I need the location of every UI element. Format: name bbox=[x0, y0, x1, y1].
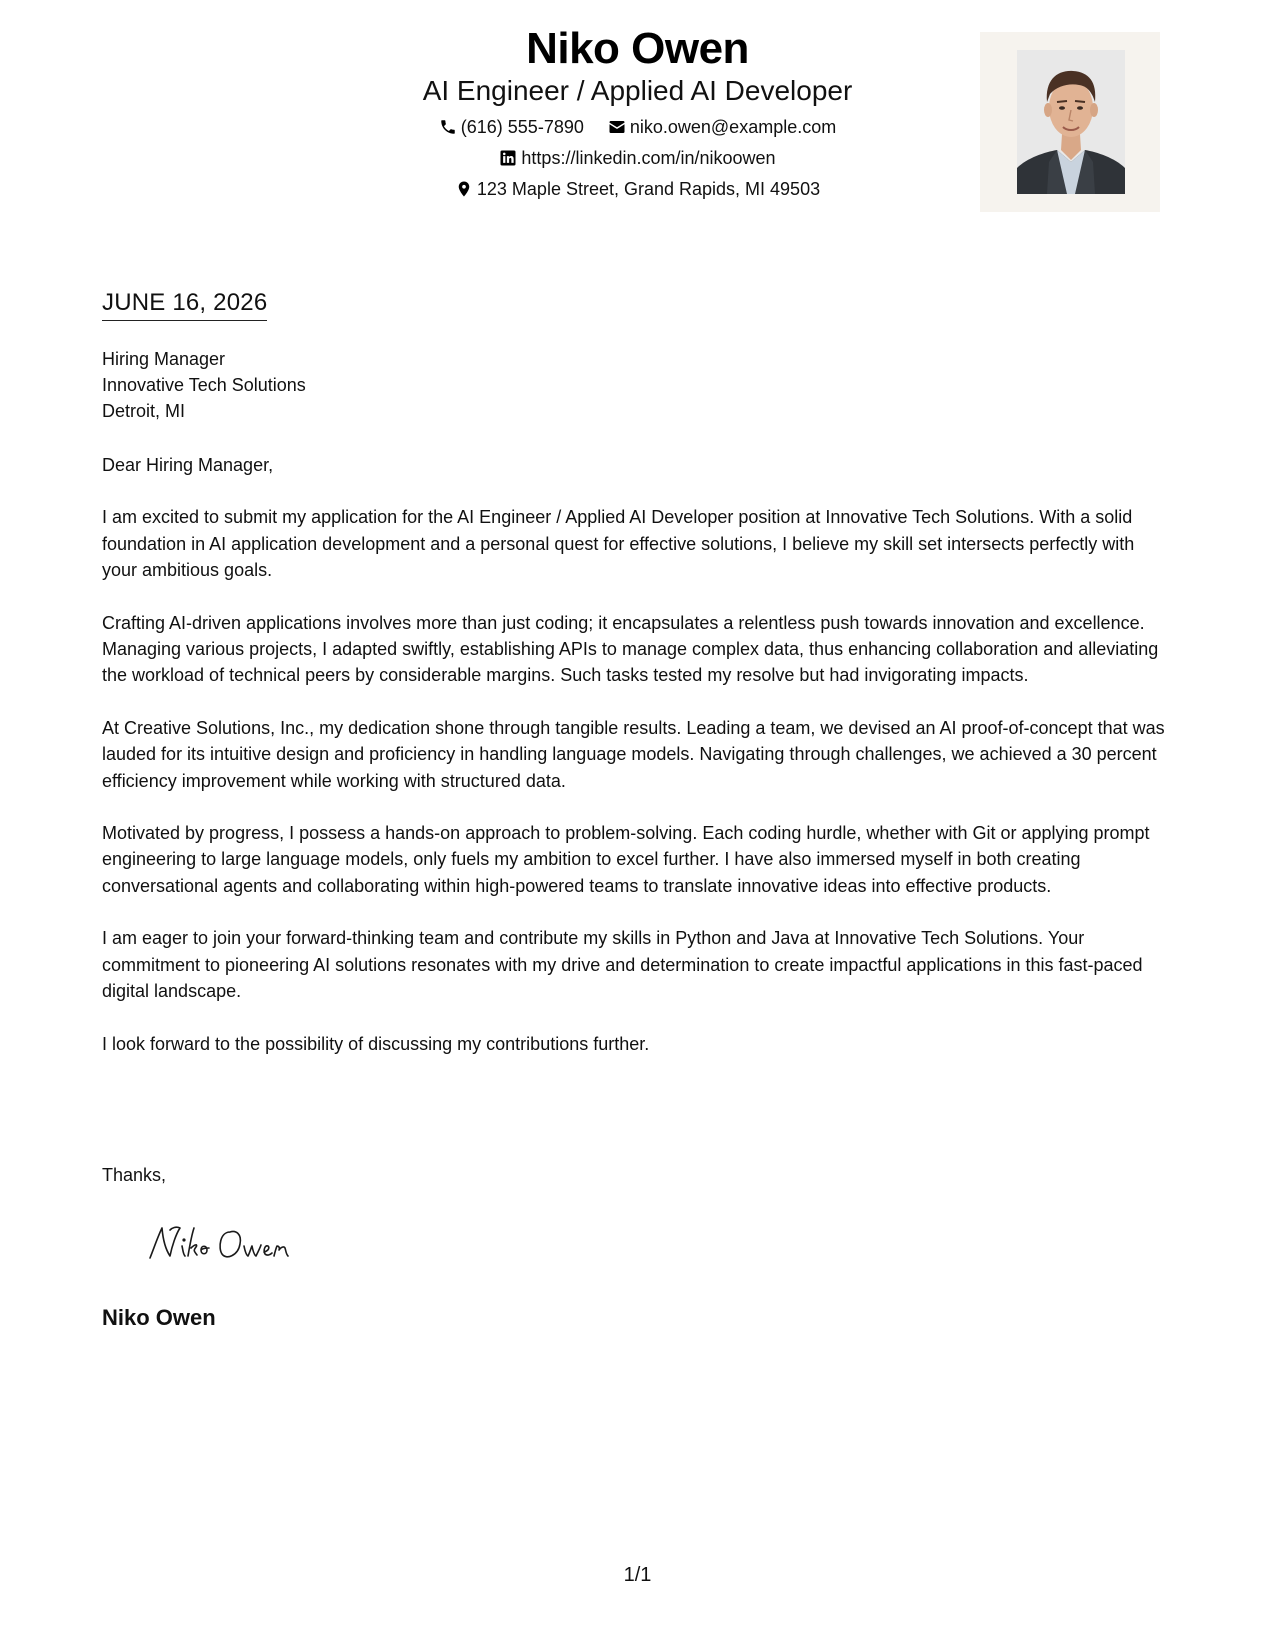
address-contact bbox=[455, 177, 820, 201]
recipient-company: Innovative Tech Solutions bbox=[102, 375, 306, 395]
recipient-name: Hiring Manager bbox=[102, 349, 226, 369]
body-paragraph-2: Crafting AI-driven applications involves more than just coding; it encapsulates a relentless push towards innovation and excellence. Managing various projects, I adapted swiftly, establishing APIs to manage complex data, thus enhancing collaboration and alleviating the workload of technical peers by considerable margins. Such tasks tested my resolve but had invigorating impacts. bbox=[102, 612, 1159, 686]
email-address[interactable]: niko.owen@example.com bbox=[629, 117, 837, 137]
street-address: 123 Maple Street, Grand Rapids, MI 49503 bbox=[476, 179, 821, 199]
letter-date: JUNE 16, 2026 bbox=[102, 288, 267, 321]
page-number: 1/1 bbox=[623, 1564, 652, 1586]
closing-line: Thanks, bbox=[102, 1165, 167, 1185]
phone-icon bbox=[439, 118, 457, 136]
body-paragraph-6: I look forward to the possibility of discussing my contributions further. bbox=[102, 1033, 650, 1054]
salutation: Dear Hiring Manager, bbox=[102, 455, 274, 475]
email-contact bbox=[608, 115, 836, 139]
envelope-icon bbox=[608, 118, 626, 136]
body-paragraph-4: Motivated by progress, I possess a hands-on approach to problem-solving. Each coding hurdle, whether with Git or applying prompt engineering to large language models, only fuels my ambition to excel further. I have also immersed myself in both creating conversational agents and collaborating within high-powered teams to translate innovative ideas into effective products. bbox=[102, 823, 1150, 896]
linkedin-url[interactable]: https://linkedin.com/in/nikoowen bbox=[521, 148, 776, 168]
map-pin-icon bbox=[455, 180, 473, 198]
profile-photo-frame bbox=[980, 32, 1160, 212]
applicant-name: Niko Owen bbox=[526, 24, 749, 73]
linkedin-icon bbox=[499, 149, 517, 167]
applicant-title: AI Engineer / Applied AI Developer bbox=[422, 75, 853, 106]
profile-photo bbox=[1017, 50, 1125, 194]
linkedin-contact bbox=[499, 146, 775, 170]
handwritten-signature bbox=[146, 1218, 316, 1268]
recipient-block bbox=[102, 346, 306, 424]
letter-body bbox=[102, 452, 1172, 1083]
phone-contact bbox=[439, 115, 584, 139]
signer-name: Niko Owen bbox=[102, 1305, 216, 1330]
phone-number: (616) 555-7890 bbox=[460, 117, 584, 137]
body-paragraph-1: I am excited to submit my application for the AI Engineer / Applied AI Developer position at Innovative Tech Solutions. With a solid foundation in AI application development and a personal quest for effective solutions, I believe my skill set intersects perfectly with your ambitious goals. bbox=[102, 507, 1135, 581]
recipient-location: Detroit, MI bbox=[102, 401, 186, 421]
body-paragraph-5: I am eager to join your forward-thinking team and contribute my skills in Python and Java at Innovative Tech Solutions. Your commitment to pioneering AI solutions resonates with my drive and determination to create impactful applications in this fast-paced digital landscape. bbox=[102, 928, 1143, 1002]
body-paragraph-3: At Creative Solutions, Inc., my dedication shone through tangible results. Leading a team, we devised an AI proof-of-concept that was lauded for its intuitive design and proficiency in handling language models. Navigating through challenges, we achieved a 30 percent efficiency improvement while working with structured data. bbox=[102, 717, 1165, 791]
